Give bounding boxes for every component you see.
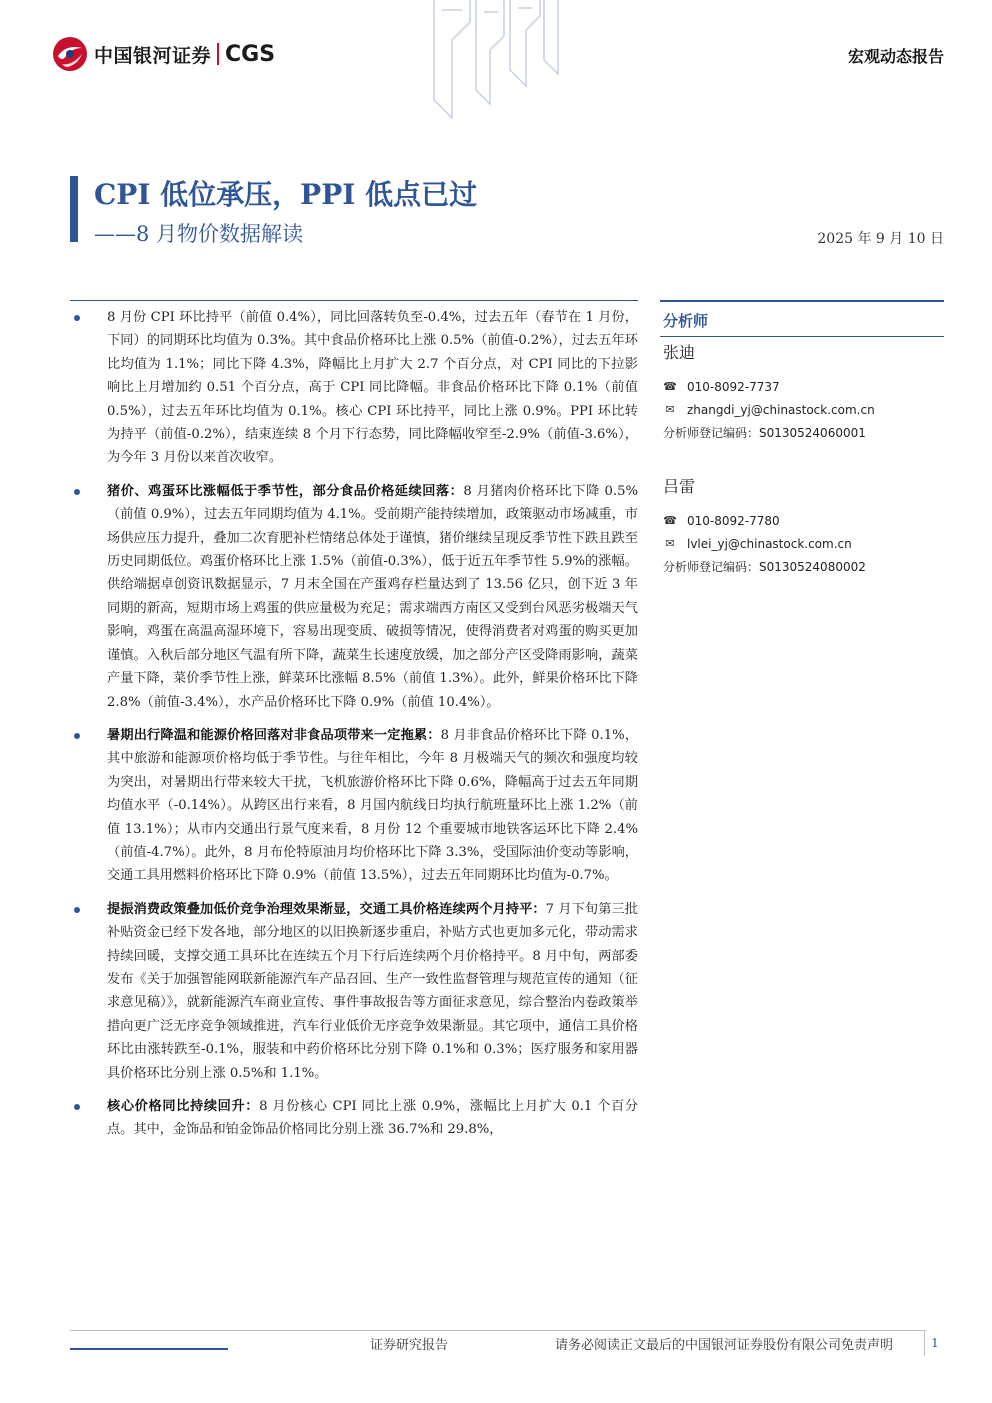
logo-separator	[217, 43, 219, 65]
report-title: CPI 低位承压，PPI 低点已过	[94, 178, 478, 211]
footer-rule	[70, 1330, 926, 1331]
phone-icon: ☎	[663, 514, 677, 527]
analyst-name: 吕雷	[663, 477, 696, 496]
footer-doc-type: 证券研究报告	[370, 1338, 449, 1353]
bullet-icon	[74, 489, 80, 495]
paragraph-lead: 核心价格同比持续回升：	[107, 1099, 260, 1114]
logo-chinese-text: 中国银河证券	[94, 44, 212, 67]
paragraph-lead: 猪价、鸡蛋环比涨幅低于季节性，部分食品价格延续回落：	[107, 483, 464, 499]
report-subtitle: ——8 月物价数据解读	[94, 222, 304, 246]
phone-icon: ☎	[663, 380, 677, 393]
page-number: 1	[924, 1330, 945, 1356]
email-icon: ✉	[665, 537, 675, 550]
report-type-label: 宏观动态报告	[847, 47, 944, 66]
report-date: 2025 年 9 月 10 日	[817, 231, 944, 247]
bullet-icon	[74, 315, 80, 321]
analyst-name: 张迪	[663, 343, 696, 362]
paragraph-text: 8 月份核心 CPI 同比上涨 0.9%，涨幅比上月扩大 0.1 个百分点。其中，金饰品和铂金饰品价格同比分别上涨 36.7%和 29.8%，	[107, 1099, 638, 1138]
analyst-email[interactable]: lvlei_yj@chinastock.com.cn	[687, 536, 852, 551]
paragraph-lead: 暑期出行降温和能源价格回落对非食品项带来一定拖累：	[107, 727, 441, 743]
paragraph-text: 8 月非食品价格环比下降 0.1%，其中旅游和能源项价格均低于季节性。与往年相比，今年 8 月极端天气的频次和强度均较为突出，对暑期出行带来较大干扰，飞机旅游价格环比下降 0.6%，降幅高于过去五年同期均值水平（-0.14%）。从跨区出行来看，8 月国内航线日均执行航班量环比上涨 1.2%（前值 13.1%）；从市内交通出行景气度来看，8 月份 12 个重要城市地铁客运环比下降 2.4%（前值-4.7%）。此外，8 月布伦特原油月均价格环比下降 3.3%，受国际油价变动等影响，交通工具用燃料价格环比下降 0.9%（前值 13.5%），过去五年同期环比均值为-0.7%。	[107, 727, 639, 884]
logo-english-text: CGS	[225, 41, 276, 67]
analyst-heading: 分析师	[663, 312, 709, 330]
main-content	[70, 306, 638, 1152]
analyst-cert-code: 分析师登记编码：S0130524080002	[663, 560, 866, 574]
company-logo	[52, 36, 275, 72]
footer-accent-rule	[70, 1348, 228, 1350]
title-accent-bar	[70, 176, 78, 242]
bullet-icon	[74, 907, 80, 913]
analyst-card	[663, 474, 866, 578]
email-icon: ✉	[665, 403, 675, 416]
summary-paragraph	[70, 306, 638, 470]
analyst-phone: 010-8092-7780	[687, 513, 780, 528]
analyst-email[interactable]: zhangdi_yj@chinastock.com.cn	[687, 402, 875, 417]
analyst-cert-code: 分析师登记编码：S0130524060001	[663, 426, 866, 440]
paragraph-text: 7 月下旬第三批补贴资金已经下发各地，部分地区的以旧换新逐步重启，补贴方式也更加多元化，带动需求持续回暖，支撑交通工具环比在连续五个月下行后连续两个月价格持平。8 月中旬，两部委发布《关于加强智能网联新能源汽车产品召回、生产一致性监督管理与规范宣传的通知（征求意见稿）》，就新能源汽车商业宣传、事件事故报告等方面征求意见，综合整治内卷政策举措向更广泛无序竞争领域推进，汽车行业低价无序竞争效果渐显。其它项中，通信工具价格环比由涨转跌至-0.1%，服装和中药价格环比分别下降 0.1%和 0.3%；医疗服务和家用器具价格环比分别上涨 0.5%和 1.1%。	[107, 901, 638, 1081]
logo-mark-icon	[52, 36, 88, 72]
paragraph-text: 8 月猪肉价格环比下降 0.5%（前值 0.9%），过去五年同期均值为 4.1%。受前期产能持续增加，政策驱动市场减重，市场供应压力提升，叠加二次育肥补栏情绪总体处于谨慎，猪价继续呈现反季节性下跌且跌至历史同期低位。鸡蛋价格环比上涨 1.5%（前值-0.3%），低于近五年季节性 5.9%的涨幅。供给端据卓创资讯数据显示，7 月末全国在产蛋鸡存栏量达到了 13.56 亿只，创下近 3 年同期的新高，短期市场上鸡蛋的供应量极为充足；需求端西方南区又受到台风恶劣极端天气影响，鸡蛋在高温高湿环境下，容易出现变质、破损等情况，使得消费者对鸡蛋的购买更加谨慎。入秋后部分地区气温有所下降，蔬菜生长速度放缓，加之部分产区受降雨影响，蔬菜产量下降，菜价季节性上涨，鲜菜环比涨幅 8.5%（前值 1.3%）。此外，鲜果价格环比下降 2.8%（前值-3.4%），水产品价格环比下降 0.9%（前值 10.4%）。	[107, 483, 639, 710]
nonfood-price-paragraph	[70, 724, 638, 888]
sidebar-heading-rule	[660, 336, 944, 337]
footer-disclaimer: 请务必阅读正文最后的中国银河证券股份有限公司免责声明	[555, 1338, 894, 1353]
cgs-watermark-icon	[432, 0, 560, 130]
analyst-phone: 010-8092-7737	[687, 379, 780, 394]
paragraph-text: 8 月份 CPI 环比持平（前值 0.4%），同比回落转负至-0.4%，过去五年（春节在 1 月份，下同）的同期环比均值为 0.3%。其中食品价格环比上涨 0.5%（前值-0.2%），过去五年环比均值为 1.1%；同比下降 4.3%，降幅比上月扩大 2.7 个百分点，对 CPI 同比的下拉影响比上月增加约 0.51 个百分点，高于 CPI 同比降幅。非食品价格环比下降 0.1%（前值 0.5%），过去五年环比均值为 0.1%。核心 CPI 环比持平，同比上涨 0.9%。PPI 环比转为持平（前值-0.2%），结束连续 8 个月下行态势，同比降幅收窄至-2.9%（前值-3.6%），为今年 3 月份以来首次收窄。	[107, 310, 638, 466]
sidebar-top-rule	[660, 300, 944, 302]
bullet-icon	[74, 733, 80, 739]
content-top-rule	[70, 300, 638, 301]
analyst-card	[663, 340, 875, 444]
paragraph-lead: 提振消费政策叠加低价竞争治理效果渐显，交通工具价格连续两个月持平：	[107, 901, 546, 917]
core-price-paragraph	[70, 1095, 638, 1142]
transport-price-paragraph	[70, 898, 638, 1085]
food-price-paragraph	[70, 480, 638, 714]
bullet-icon	[74, 1104, 80, 1110]
